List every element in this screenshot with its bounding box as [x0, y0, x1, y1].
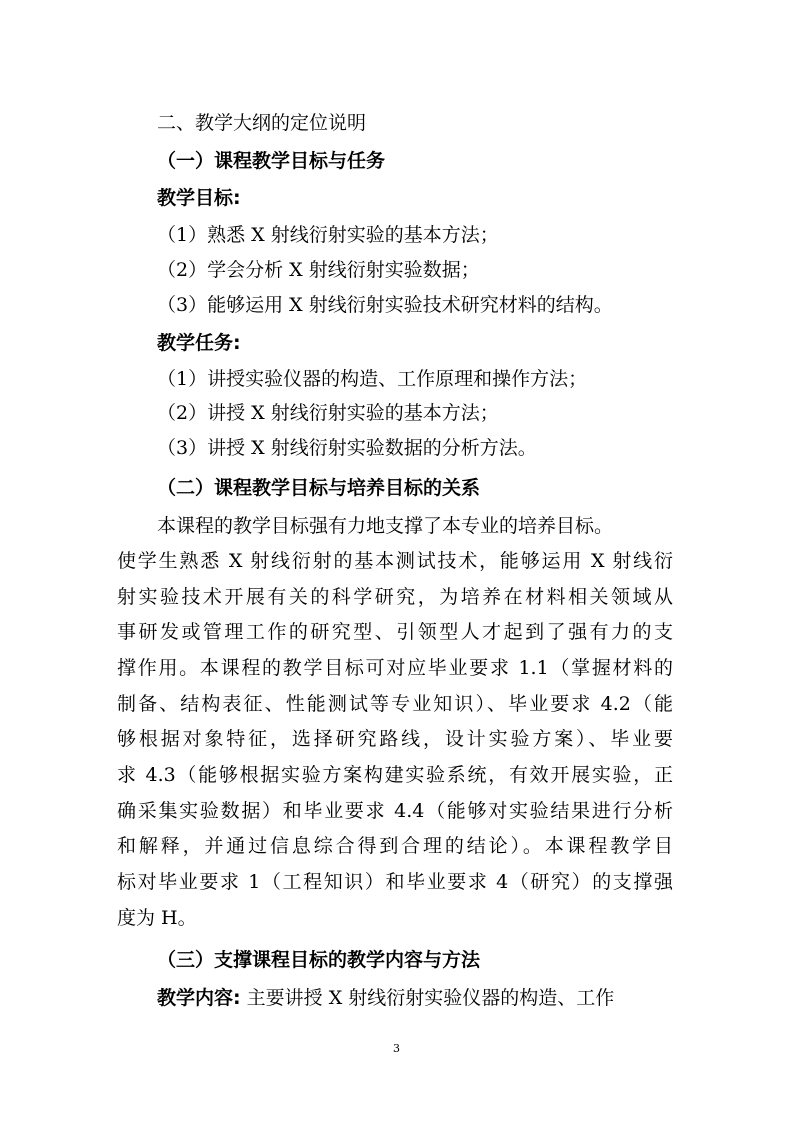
paragraph-line: 射实验技术开展有关的科学研究，为培养在材料相关领域从 — [117, 586, 673, 608]
part3-heading: （三）支撑课程目标的教学内容与方法 — [157, 949, 481, 971]
paragraph-line: 标对毕业要求 1（工程知识）和毕业要求 4（研究）的支撑强 — [117, 871, 673, 893]
task-item: （3）讲授 X 射线衍射实验数据的分析方法。 — [157, 437, 537, 459]
content-label: 教学内容: — [157, 987, 241, 1009]
paragraph-line: 撑作用。本课程的教学目标可对应毕业要求 1.1（掌握材料的 — [117, 657, 673, 679]
goal-item: （1）熟悉 X 射线衍射实验的基本方法； — [157, 224, 499, 246]
paragraph-line: 和解释，并通过信息综合得到合理的结论）。本课程教学目 — [117, 835, 673, 857]
paragraph-line: 确采集实验数据）和毕业要求 4.4（能够对实验结果进行分析 — [117, 800, 673, 822]
section-title: 二、教学大纲的定位说明 — [157, 112, 367, 134]
paragraph-line: 本课程的教学目标强有力地支撑了本专业的培养目标。 — [157, 515, 614, 537]
goal-item: （2）学会分析 X 射线衍射实验数据； — [157, 259, 480, 281]
paragraph-line: 事研发或管理工作的研究型、引领型人才起到了强有力的支 — [117, 621, 673, 643]
page-number: 3 — [393, 1042, 400, 1055]
paragraph-line: 求 4.3（能够根据实验方案构建实验系统，有效开展实验，正 — [117, 764, 673, 786]
paragraph-line: 使学生熟悉 X 射线衍射的基本测试技术，能够运用 X 射线衍 — [117, 550, 673, 572]
tasks-label: 教学任务: — [157, 332, 241, 354]
paragraph-line: 度为 H。 — [117, 907, 197, 929]
paragraph-line: 够根据对象特征，选择研究路线，设计实验方案）、毕业要 — [117, 728, 673, 750]
part2-heading: （二）课程教学目标与培养目标的关系 — [157, 477, 481, 499]
content-text: 主要讲授 X 射线衍射实验仪器的构造、工作 — [240, 987, 615, 1009]
part1-heading: （一）课程教学目标与任务 — [157, 150, 386, 172]
content-line — [157, 986, 614, 1010]
paragraph-line: 制备、结构表征、性能测试等专业知识）、毕业要求 4.2（能 — [117, 693, 673, 715]
task-item: （2）讲授 X 射线衍射实验的基本方法； — [157, 402, 499, 424]
goal-item: （3）能够运用 X 射线衍射实验技术研究材料的结构。 — [157, 294, 613, 316]
task-item: （1）讲授实验仪器的构造、工作原理和操作方法； — [157, 368, 588, 390]
goals-label: 教学目标: — [157, 187, 241, 209]
